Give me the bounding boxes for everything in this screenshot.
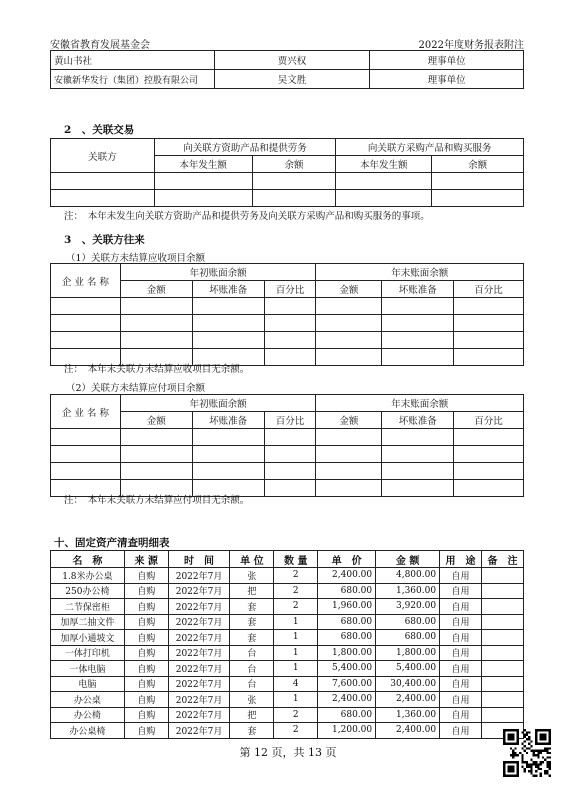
table-row	[51, 463, 524, 480]
asset-use: 自用	[440, 692, 482, 708]
asset-price: 680.00	[318, 707, 376, 723]
col-header: 余额	[252, 156, 336, 173]
col-header: 坏账准备	[382, 412, 454, 429]
asset-unit: 张	[230, 692, 274, 708]
asset-amount: 30,400.00	[376, 676, 440, 692]
asset-source: 自购	[124, 599, 168, 615]
asset-qty: 1	[274, 692, 318, 708]
section-10-title: 十、固定资产清查明细表	[54, 537, 170, 549]
col-header: 金 额	[376, 551, 440, 568]
related-party-table	[50, 50, 524, 89]
table-row	[51, 599, 524, 615]
asset-amount: 4,800.00	[376, 568, 440, 584]
asset-price: 680.00	[318, 583, 376, 599]
col-header: 时 间	[168, 551, 230, 568]
col-header: 余额	[432, 156, 524, 173]
col-header: 单 价	[318, 551, 376, 568]
asset-unit: 把	[230, 707, 274, 723]
col-header: 单 位	[230, 551, 274, 568]
asset-price: 1,800.00	[318, 645, 376, 661]
col-header: 金额	[316, 281, 382, 298]
table-row	[51, 315, 524, 332]
payable-subtitle: （2）关联方未结算应付项目余额	[66, 383, 206, 394]
asset-source: 自购	[124, 614, 168, 630]
asset-remark	[481, 568, 523, 584]
asset-qty: 2	[274, 723, 318, 739]
section-2-title: 2 、关联交易	[64, 124, 135, 136]
asset-amount: 1,360.00	[376, 583, 440, 599]
asset-price: 5,400.00	[318, 661, 376, 677]
asset-unit: 套	[230, 614, 274, 630]
col-header: 坏账准备	[382, 281, 454, 298]
asset-source: 自购	[124, 583, 168, 599]
end-balance-header: 年末账面余额	[316, 264, 524, 281]
table-row	[51, 645, 524, 661]
fixed-asset-table	[50, 550, 524, 739]
col-header: 金额	[120, 281, 192, 298]
asset-name: 250办公椅	[51, 583, 125, 599]
begin-balance-header: 年初账面余额	[120, 264, 316, 281]
asset-qty: 1	[274, 661, 318, 677]
group-b-header: 向关联方采购产品和购买服务	[336, 139, 524, 156]
asset-date: 2022年7月	[168, 692, 230, 708]
asset-remark	[481, 599, 523, 615]
table-row	[51, 707, 524, 723]
asset-remark	[481, 630, 523, 646]
asset-remark	[481, 692, 523, 708]
party-header: 关联方	[51, 139, 155, 173]
table-row	[51, 298, 524, 315]
company-header: 企 业 名 称	[51, 395, 121, 429]
col-header: 本年发生额	[154, 156, 252, 173]
asset-amount: 2,400.00	[376, 692, 440, 708]
asset-name: 加厚小通坡文	[51, 630, 125, 646]
asset-use: 自用	[440, 630, 482, 646]
page-header	[50, 36, 524, 51]
col-header: 备 注	[481, 551, 523, 568]
asset-unit: 套	[230, 630, 274, 646]
col-header: 金额	[316, 412, 382, 429]
col-header: 本年发生额	[336, 156, 432, 173]
table-row	[51, 568, 524, 584]
table-row	[51, 723, 524, 739]
party-relation: 理事单位	[370, 51, 524, 70]
asset-use: 自用	[440, 568, 482, 584]
payable-table	[50, 394, 524, 497]
asset-name: 办公桌	[51, 692, 125, 708]
asset-remark	[481, 661, 523, 677]
asset-date: 2022年7月	[168, 599, 230, 615]
asset-unit: 台	[230, 676, 274, 692]
asset-name: 一体电脑	[51, 661, 125, 677]
asset-source: 自购	[124, 630, 168, 646]
asset-name: 1.8米办公桌	[51, 568, 125, 584]
table-row	[51, 661, 524, 677]
asset-date: 2022年7月	[168, 707, 230, 723]
end-balance-header: 年末账面余额	[316, 395, 524, 412]
asset-source: 自购	[124, 692, 168, 708]
asset-date: 2022年7月	[168, 630, 230, 646]
table-row	[51, 70, 524, 89]
asset-source: 自购	[124, 707, 168, 723]
receivable-table	[50, 263, 524, 366]
party-person: 贾兴权	[214, 51, 370, 70]
asset-remark	[481, 583, 523, 599]
asset-price: 680.00	[318, 614, 376, 630]
doc-title: 2022年度财务报表附注	[418, 40, 524, 51]
col-header: 金额	[120, 412, 192, 429]
receivable-note: 注： 本年末关联方未结算应收项目无余额。	[64, 364, 250, 375]
col-header: 名 称	[51, 551, 125, 568]
org-name: 安徽省教育发展基金会	[50, 40, 150, 51]
party-person: 吴文胜	[214, 70, 370, 89]
asset-date: 2022年7月	[168, 568, 230, 584]
asset-qty: 2	[274, 707, 318, 723]
asset-amount: 680.00	[376, 614, 440, 630]
asset-use: 自用	[440, 583, 482, 599]
col-header: 百分比	[454, 412, 524, 429]
asset-use: 自用	[440, 645, 482, 661]
asset-date: 2022年7月	[168, 676, 230, 692]
asset-date: 2022年7月	[168, 723, 230, 739]
asset-price: 2,400.00	[318, 692, 376, 708]
asset-source: 自购	[124, 723, 168, 739]
asset-use: 自用	[440, 599, 482, 615]
asset-unit: 把	[230, 583, 274, 599]
asset-remark	[481, 676, 523, 692]
asset-price: 1,960.00	[318, 599, 376, 615]
asset-use: 自用	[440, 661, 482, 677]
asset-source: 自购	[124, 661, 168, 677]
col-header: 百分比	[264, 281, 316, 298]
asset-date: 2022年7月	[168, 645, 230, 661]
table-row	[51, 173, 524, 190]
asset-amount: 1,800.00	[376, 645, 440, 661]
asset-remark	[481, 645, 523, 661]
qr-code-icon	[503, 729, 551, 777]
asset-qty: 2	[274, 599, 318, 615]
receivable-subtitle: （1）关联方未结算应收项目余额	[66, 253, 206, 264]
table-row	[51, 332, 524, 349]
asset-date: 2022年7月	[168, 614, 230, 630]
asset-unit: 套	[230, 599, 274, 615]
table-row	[51, 429, 524, 446]
asset-name: 电脑	[51, 676, 125, 692]
asset-price: 7,600.00	[318, 676, 376, 692]
asset-name: 二节保密柜	[51, 599, 125, 615]
asset-qty: 2	[274, 568, 318, 584]
col-header: 坏账准备	[192, 281, 264, 298]
asset-source: 自购	[124, 676, 168, 692]
fixed-asset-rows	[51, 568, 524, 739]
party-relation: 理事单位	[370, 70, 524, 89]
asset-remark	[481, 707, 523, 723]
asset-name: 办公桌椅	[51, 723, 125, 739]
asset-use: 自用	[440, 723, 482, 739]
payable-note: 注： 本年末关联方未结算应付项目无余额。	[64, 495, 250, 506]
col-header: 用 途	[440, 551, 482, 568]
transaction-table	[50, 138, 524, 207]
asset-qty: 2	[274, 583, 318, 599]
asset-use: 自用	[440, 614, 482, 630]
asset-remark	[481, 614, 523, 630]
table-row	[51, 614, 524, 630]
asset-amount: 680.00	[376, 630, 440, 646]
asset-qty: 4	[274, 676, 318, 692]
party-name: 黄山书社	[51, 51, 215, 70]
col-header: 数 量	[274, 551, 318, 568]
asset-name: 加厚二抽文件	[51, 614, 125, 630]
col-header: 百分比	[454, 281, 524, 298]
asset-qty: 1	[274, 645, 318, 661]
group-a-header: 向关联方资助产品和提供劳务	[154, 139, 336, 156]
table-row	[51, 630, 524, 646]
asset-source: 自购	[124, 645, 168, 661]
asset-amount: 2,400.00	[376, 723, 440, 739]
table-row	[51, 446, 524, 463]
company-header: 企 业 名 称	[51, 264, 121, 298]
asset-amount: 1,360.00	[376, 707, 440, 723]
asset-unit: 张	[230, 568, 274, 584]
asset-qty: 1	[274, 630, 318, 646]
asset-name: 一体打印机	[51, 645, 125, 661]
section-2-note: 注： 本年未发生向关联方资助产品和提供劳务及向关联方采购产品和购买服务的事项。	[64, 211, 430, 222]
asset-amount: 5,400.00	[376, 661, 440, 677]
asset-amount: 3,920.00	[376, 599, 440, 615]
table-row	[51, 51, 524, 70]
asset-unit: 台	[230, 645, 274, 661]
asset-unit: 台	[230, 661, 274, 677]
asset-use: 自用	[440, 707, 482, 723]
party-name: 安徽新华发行（集团）控股有限公司	[51, 70, 215, 89]
asset-date: 2022年7月	[168, 583, 230, 599]
col-header: 百分比	[264, 412, 316, 429]
begin-balance-header: 年初账面余额	[120, 395, 316, 412]
col-header: 坏账准备	[192, 412, 264, 429]
asset-date: 2022年7月	[168, 661, 230, 677]
asset-price: 1,200.00	[318, 723, 376, 739]
asset-price: 2,400.00	[318, 568, 376, 584]
asset-qty: 1	[274, 614, 318, 630]
table-row	[51, 583, 524, 599]
page-footer: 第 12 页，共 13 页	[239, 746, 337, 759]
table-row	[51, 676, 524, 692]
col-header: 来 源	[124, 551, 168, 568]
asset-price: 680.00	[318, 630, 376, 646]
asset-source: 自购	[124, 568, 168, 584]
asset-name: 办公椅	[51, 707, 125, 723]
asset-use: 自用	[440, 676, 482, 692]
asset-unit: 套	[230, 723, 274, 739]
table-row	[51, 692, 524, 708]
section-3-title: 3 、关联方往来	[64, 234, 145, 246]
table-row	[51, 190, 524, 207]
